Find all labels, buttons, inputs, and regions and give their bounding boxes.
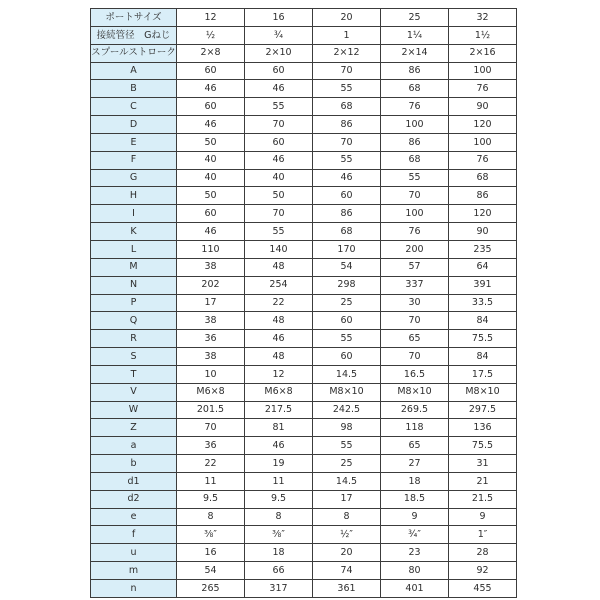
cell: 90 [449,98,517,116]
cell: 33.5 [449,294,517,312]
cell: 76 [381,98,449,116]
cell: 100 [381,116,449,134]
table-row [91,223,517,241]
cell: 55 [313,330,381,348]
cell: 84 [449,348,517,366]
cell: 50 [245,187,313,205]
cell: 21 [449,472,517,490]
cell: 9.5 [245,490,313,508]
cell: 8 [313,508,381,526]
dimension-table-container [90,8,517,598]
cell: 55 [245,223,313,241]
cell: 254 [245,276,313,294]
row-label: K [91,223,177,241]
cell: 76 [381,223,449,241]
cell: 242.5 [313,401,381,419]
table-row [91,580,517,598]
cell: 22 [245,294,313,312]
cell: 50 [177,187,245,205]
cell: 48 [245,312,313,330]
cell: 54 [177,562,245,580]
row-label: n [91,580,177,598]
row-label: S [91,348,177,366]
cell: 136 [449,419,517,437]
cell: 12 [177,9,245,27]
cell: 55 [381,169,449,187]
row-label: T [91,365,177,383]
cell: 1″ [449,526,517,544]
cell: 14.5 [313,472,381,490]
cell: 25 [313,455,381,473]
cell: 38 [177,348,245,366]
cell: 361 [313,580,381,598]
table-row [91,437,517,455]
row-label: F [91,151,177,169]
cell: 40 [177,169,245,187]
cell: 2×16 [449,44,517,62]
row-label: C [91,98,177,116]
cell: 46 [245,151,313,169]
cell: 27 [381,455,449,473]
cell: ¾″ [381,526,449,544]
row-label: Z [91,419,177,437]
cell: 57 [381,258,449,276]
cell: 46 [245,80,313,98]
cell: 118 [381,419,449,437]
table-row [91,62,517,80]
cell: 8 [177,508,245,526]
table-row [91,562,517,580]
cell: 17 [177,294,245,312]
cell: 18.5 [381,490,449,508]
cell: 1¼ [381,26,449,44]
cell: 86 [313,116,381,134]
row-label: Q [91,312,177,330]
table-row [91,330,517,348]
cell: 60 [177,205,245,223]
cell: 21.5 [449,490,517,508]
table-row [91,240,517,258]
cell: 48 [245,348,313,366]
cell: 36 [177,437,245,455]
cell: 54 [313,258,381,276]
cell: 10 [177,365,245,383]
cell: 337 [381,276,449,294]
cell: M6×8 [245,383,313,401]
cell: 235 [449,240,517,258]
cell: 86 [381,62,449,80]
cell: 60 [313,348,381,366]
row-label: L [91,240,177,258]
cell: 20 [313,544,381,562]
cell: ⅜″ [177,526,245,544]
cell: 70 [313,133,381,151]
cell: 18 [245,544,313,562]
cell: 17.5 [449,365,517,383]
cell: 100 [381,205,449,223]
cell: 86 [313,205,381,223]
cell: 11 [177,472,245,490]
cell: 202 [177,276,245,294]
cell: 50 [177,133,245,151]
cell: 48 [245,258,313,276]
row-label: スプールストローク [91,44,177,62]
cell: 40 [245,169,313,187]
table-row [91,383,517,401]
cell: 68 [381,151,449,169]
table-row [91,365,517,383]
cell: 391 [449,276,517,294]
cell: ½″ [313,526,381,544]
cell: 70 [245,205,313,223]
cell: 90 [449,223,517,241]
cell: ¾ [245,26,313,44]
row-label: N [91,276,177,294]
cell: 120 [449,205,517,223]
cell: 68 [313,223,381,241]
cell: 66 [245,562,313,580]
cell: 55 [313,151,381,169]
table-row [91,205,517,223]
cell: 8 [245,508,313,526]
cell: M8×10 [381,383,449,401]
row-label: P [91,294,177,312]
row-label: H [91,187,177,205]
row-label: d2 [91,490,177,508]
cell: 32 [449,9,517,27]
cell: ⅜″ [245,526,313,544]
cell: 70 [313,62,381,80]
row-label: a [91,437,177,455]
cell: 98 [313,419,381,437]
row-label: R [91,330,177,348]
cell: 9 [381,508,449,526]
cell: 65 [381,437,449,455]
table-row [91,419,517,437]
cell: 1½ [449,26,517,44]
cell: 60 [313,187,381,205]
cell: M8×10 [449,383,517,401]
table-row [91,80,517,98]
row-label: ポートサイズ [91,9,177,27]
cell: 2×8 [177,44,245,62]
table-row [91,116,517,134]
cell: 201.5 [177,401,245,419]
cell: 28 [449,544,517,562]
cell: 60 [177,98,245,116]
cell: 298 [313,276,381,294]
cell: 38 [177,312,245,330]
cell: 60 [245,62,313,80]
row-label: W [91,401,177,419]
cell: 16.5 [381,365,449,383]
cell: 1 [313,26,381,44]
cell: 25 [313,294,381,312]
row-label: E [91,133,177,151]
cell: 46 [245,330,313,348]
cell: M8×10 [313,383,381,401]
row-label: B [91,80,177,98]
cell: 20 [313,9,381,27]
cell: 2×10 [245,44,313,62]
cell: 455 [449,580,517,598]
cell: 12 [245,365,313,383]
cell: 55 [245,98,313,116]
table-row [91,294,517,312]
cell: 70 [177,419,245,437]
dimension-table-body [91,9,517,598]
cell: 55 [313,437,381,455]
valve-dimension-table [90,8,517,598]
table-row [91,490,517,508]
cell: 17 [313,490,381,508]
row-label: u [91,544,177,562]
cell: 2×14 [381,44,449,62]
cell: 100 [449,133,517,151]
table-row [91,133,517,151]
row-label: D [91,116,177,134]
cell: 31 [449,455,517,473]
cell: 64 [449,258,517,276]
cell: 23 [381,544,449,562]
cell: 100 [449,62,517,80]
table-row [91,401,517,419]
cell: 75.5 [449,330,517,348]
row-label: I [91,205,177,223]
cell: 46 [177,116,245,134]
cell: 170 [313,240,381,258]
row-label: A [91,62,177,80]
cell: M6×8 [177,383,245,401]
cell: 401 [381,580,449,598]
table-row [91,276,517,294]
cell: 46 [313,169,381,187]
cell: 317 [245,580,313,598]
cell: 14.5 [313,365,381,383]
cell: 265 [177,580,245,598]
cell: 217.5 [245,401,313,419]
cell: 75.5 [449,437,517,455]
cell: 76 [449,80,517,98]
cell: 36 [177,330,245,348]
cell: 81 [245,419,313,437]
cell: 22 [177,455,245,473]
cell: 110 [177,240,245,258]
table-row [91,258,517,276]
row-label: b [91,455,177,473]
table-row [91,544,517,562]
cell: 74 [313,562,381,580]
row-label: f [91,526,177,544]
cell: 9 [449,508,517,526]
row-label: e [91,508,177,526]
table-row [91,312,517,330]
cell: 16 [177,544,245,562]
cell: 19 [245,455,313,473]
cell: 140 [245,240,313,258]
cell: 46 [177,80,245,98]
cell: 38 [177,258,245,276]
cell: 46 [245,437,313,455]
table-row [91,187,517,205]
cell: 55 [313,80,381,98]
cell: 9.5 [177,490,245,508]
row-label: V [91,383,177,401]
cell: 80 [381,562,449,580]
table-row [91,526,517,544]
cell: 70 [245,116,313,134]
cell: ½ [177,26,245,44]
row-label: d1 [91,472,177,490]
cell: 46 [177,223,245,241]
table-row [91,348,517,366]
table-row [91,472,517,490]
row-label: 接続管径 Gねじ [91,26,177,44]
cell: 65 [381,330,449,348]
table-row [91,169,517,187]
cell: 92 [449,562,517,580]
table-row [91,151,517,169]
cell: 84 [449,312,517,330]
cell: 40 [177,151,245,169]
header-row [91,26,517,44]
cell: 76 [449,151,517,169]
row-label: m [91,562,177,580]
cell: 60 [177,62,245,80]
row-label: G [91,169,177,187]
cell: 120 [449,116,517,134]
cell: 70 [381,348,449,366]
cell: 68 [449,169,517,187]
cell: 68 [313,98,381,116]
cell: 2×12 [313,44,381,62]
cell: 18 [381,472,449,490]
cell: 30 [381,294,449,312]
cell: 70 [381,312,449,330]
row-label: M [91,258,177,276]
header-row [91,44,517,62]
table-row [91,508,517,526]
table-row [91,98,517,116]
cell: 269.5 [381,401,449,419]
cell: 25 [381,9,449,27]
cell: 86 [381,133,449,151]
header-row [91,9,517,27]
cell: 70 [381,187,449,205]
cell: 60 [313,312,381,330]
table-row [91,455,517,473]
cell: 68 [381,80,449,98]
cell: 200 [381,240,449,258]
cell: 16 [245,9,313,27]
cell: 60 [245,133,313,151]
cell: 86 [449,187,517,205]
cell: 297.5 [449,401,517,419]
cell: 11 [245,472,313,490]
